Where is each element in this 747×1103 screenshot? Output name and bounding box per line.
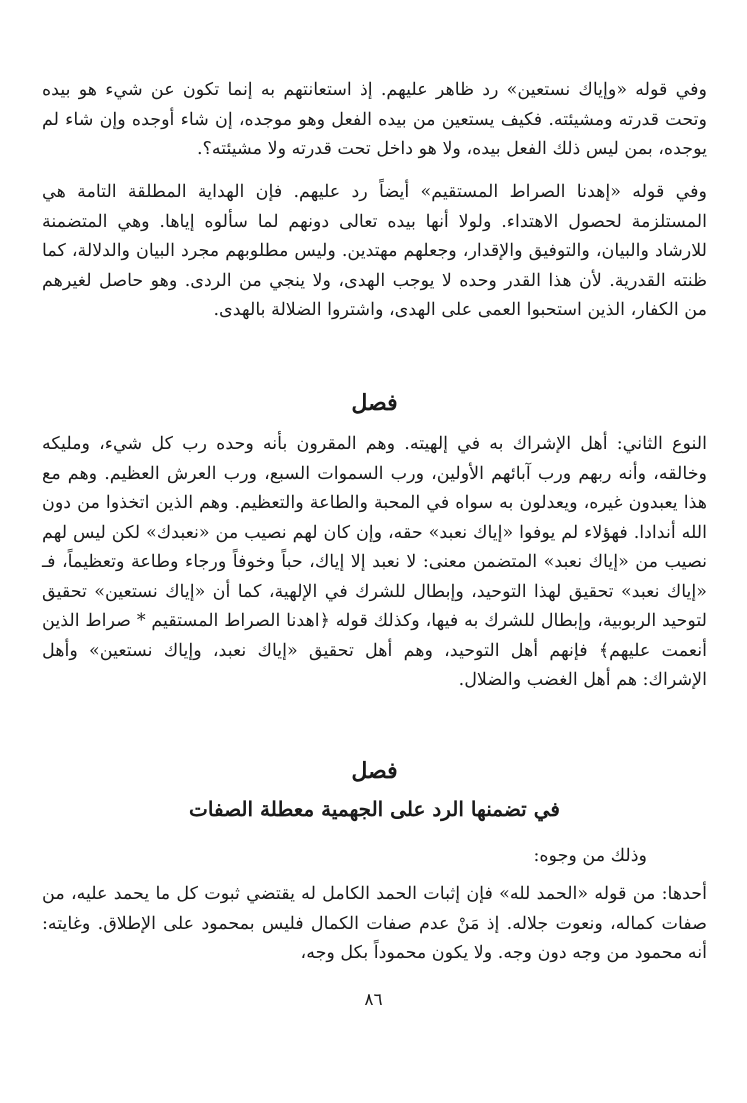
- paragraph-ihdina: وفي قوله «إهدنا الصراط المستقيم» أيضاً رد عليهم. فإن الهداية المطلقة التامة هي المستلزمة لحصول الاهتداء. ولولا أنها بيده تعالى دونهم لما سألوه إياها. وهي المتضمنة للارشاد والبيان، والتوفيق والإقدار، وجعلهم مهتدين. وليس مطلوبهم مجرد البيان والدلالة، كما ظنته القدرية. لأن هذا القدر وحده لا يوجب الهدى، ولا ينجي من الردى. وهو حاصل لغيرهم من الكفار، الذين استحبوا العمى على الهدى، واشتروا الضلالة بالهدى.: [42, 182, 707, 320]
- document-page: [42, 68, 707, 1088]
- paragraph-iyyaka-nastain: وفي قوله «وإياك نستعين» رد ظاهر عليهم. إذ استعانتهم به إنما تكون عن شيء هو بيده وتحت قدرته ومشيئته. فكيف يستعين من بيده الفعل وهو موجده، إن شاء أوجده وإن شاء لم يوجده، بمن ليس ذلك الفعل بيده، ولا هو داخل تحت قدرته ولا مشيئته؟.: [42, 80, 707, 159]
- paragraph-second-type: النوع الثاني: أهل الإشراك به في إلهيته. وهم المقرون بأنه وحده رب كل شيء، ومليكه وخالقه، وأنه ربهم ورب آبائهم الأولين، ورب السموات السبع، ورب العرش العظيم. وهم مع هذا يعبدون غيره، ويعدلون به سواه في المحبة والطاعة والتعظيم. وهم الذين اتخذوا من دون الله أندادا. فهؤلاء لم يوفوا «إياك نعبد» حقه، وإن كان لهم نصيب من «نعبدك» لكن ليس لهم نصيب من «إياك نعبد» المتضمن معنى: لا نعبد إلا إياك، حباً وخوفاً ورجاء وطاعة وتعظيماً، فـ «إياك نعبد» تحقيق لهذا التوحيد، وإبطال للشرك في الإلهية، كما أن «إياك نستعين» تحقيق لتوحيد الربوبية، وإبطال للشرك به فيها، وكذلك قوله ﴿اهدنا الصراط المستقيم * صراط الذين أنعمت عليهم﴾ فإنهم أهل التوحيد، وهم أهل تحقيق «إياك نعبد، وإياك نستعين» وأهل الإشراك: هم أهل الغضب والضلال.: [42, 434, 707, 690]
- paragraph-first-aspect: أحدها: من قوله «الحمد لله» فإن إثبات الحمد الكامل له يقتضي ثبوت كل ما يحمد عليه، من صفات كماله، ونعوت جلاله. إذ مَنْ عدم صفات الكمال فليس بمحمود على الإطلاق. وغايته: أنه محمود من وجه دون وجه. ولا يكون محموداً بكل وجه،: [42, 884, 707, 963]
- section-heading-fasl-2: فصل: [351, 758, 398, 784]
- page-number: ٨٦: [364, 990, 383, 1010]
- intro-line: وذلك من وجوه:: [533, 846, 647, 866]
- section-heading-fasl-1: فصل: [351, 390, 398, 416]
- section-subheading-jahmiyya: في تضمنها الرد على الجهمية معطلة الصفات: [189, 797, 560, 821]
